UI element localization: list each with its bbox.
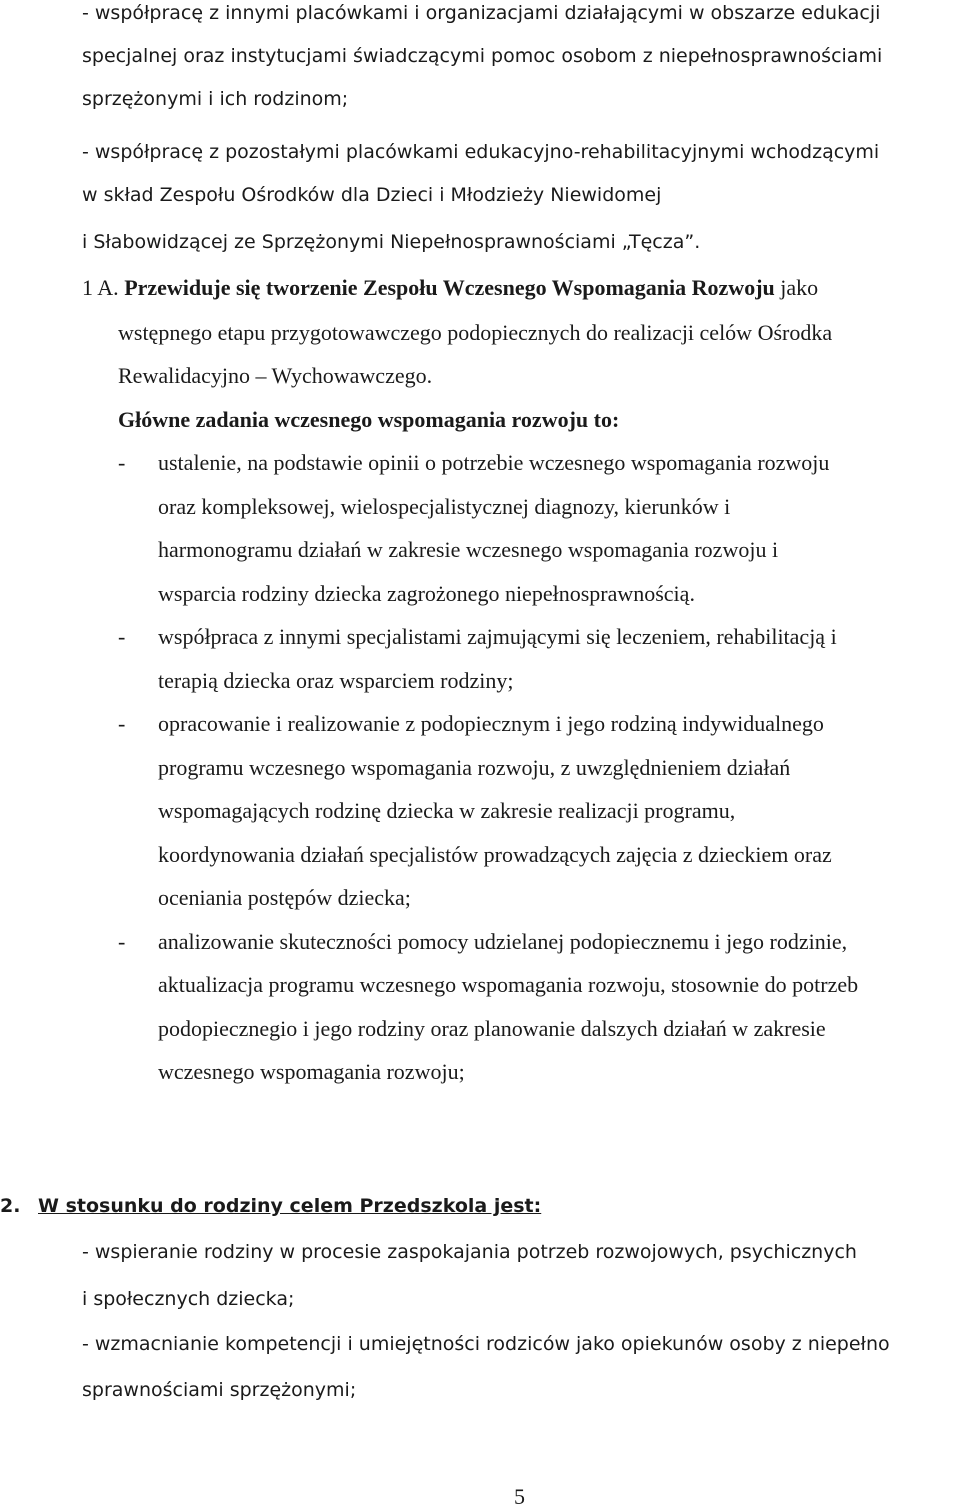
tasks-heading: Główne zadania wczesnego wspomagania rozwoju to: [118, 407, 620, 432]
section-1a-first-line [82, 275, 818, 301]
section-2-line: - wspieranie rodziny w procesie zaspokajania potrzeb rozwojowych, psychicznych [82, 1241, 857, 1263]
list-item-line: wspomagających rodzinę dziecka w zakresie realizacji programu, [158, 798, 736, 823]
list-item-dash: - [118, 929, 126, 954]
list-item-line: koordynowania działań specjalistów prowadzących zajęcia z dzieckiem oraz [158, 842, 832, 867]
list-item-line: harmonogramu działań w zakresie wczesnego wspomagania rozwoju i [158, 537, 779, 562]
section-2-line: sprawnościami sprzężonymi; [82, 1379, 357, 1401]
intro-line: - współpracę z pozostałymi placówkami edukacyjno-rehabilitacyjnymi wchodzącymi [82, 141, 880, 163]
section-1a-line: Rewalidacyjno – Wychowawczego. [118, 363, 433, 388]
list-item-line: terapią dziecka oraz wsparciem rodziny; [158, 668, 514, 693]
list-item-dash: - [118, 450, 126, 475]
list-item-dash: - [118, 711, 126, 736]
list-item-line: programu wczesnego wspomagania rozwoju, z uwzględnieniem działań [158, 755, 791, 780]
list-item-dash: - [118, 624, 126, 649]
section-1a-bold-text: Przewiduje się tworzenie Zespołu Wczesnego Wspomagania Rozwoju [124, 275, 775, 300]
list-item-line: analizowanie skuteczności pomocy udzielanej podopiecznemu i jego rodzinie, [158, 929, 848, 954]
intro-line: - współpracę z innymi placówkami i organizacjami działającymi w obszarze edukacji [82, 2, 881, 24]
list-item-line: wczesnego wspomagania rozwoju; [158, 1059, 465, 1084]
section-1a-rest: jako [774, 275, 819, 300]
list-item-line: oraz kompleksowej, wielospecjalistycznej diagnozy, kierunków i [158, 494, 731, 519]
intro-line: i Słabowidzącej ze Sprzężonymi Niepełnosprawnościami „Tęcza”. [82, 231, 701, 253]
section-1a-line: wstępnego etapu przygotowawczego podopiecznych do realizacji celów Ośrodka [118, 320, 833, 345]
section-1a-number: 1 A. [82, 275, 119, 300]
section-2-line: i społecznych dziecka; [82, 1288, 295, 1310]
list-item-line: aktualizacja programu wczesnego wspomagania rozwoju, stosownie do potrzeb [158, 972, 859, 997]
section-2-line: - wzmacnianie kompetencji i umiejętności rodziców jako opiekunów osoby z niepełno [82, 1333, 890, 1355]
list-item-line: wsparcia rodziny dziecka zagrożonego niepełnosprawnością. [158, 581, 695, 606]
section-2-heading: W stosunku do rodziny celem Przedszkola jest: [38, 1195, 542, 1217]
list-item-line: oceniania postępów dziecka; [158, 885, 411, 910]
page-number: 5 [514, 1484, 525, 1509]
list-item-line: opracowanie i realizowanie z podopiecznym i jego rodziną indywidualnego [158, 711, 824, 736]
list-item-line: współpraca z innymi specjalistami zajmującymi się leczeniem, rehabilitacją i [158, 624, 837, 649]
list-item-line: podopiecznegio i jego rodziny oraz planowanie dalszych działań w zakresie [158, 1016, 826, 1041]
intro-line: specjalnej oraz instytucjami świadczącymi pomoc osobom z niepełnosprawnościami [82, 45, 883, 67]
section-2-number: 2. [0, 1195, 21, 1217]
intro-line: w skład Zespołu Ośrodków dla Dzieci i Młodzieży Niewidomej [82, 184, 662, 206]
list-item-line: ustalenie, na podstawie opinii o potrzebie wczesnego wspomagania rozwoju [158, 450, 830, 475]
intro-line: sprzężonymi i ich rodzinom; [82, 88, 349, 110]
